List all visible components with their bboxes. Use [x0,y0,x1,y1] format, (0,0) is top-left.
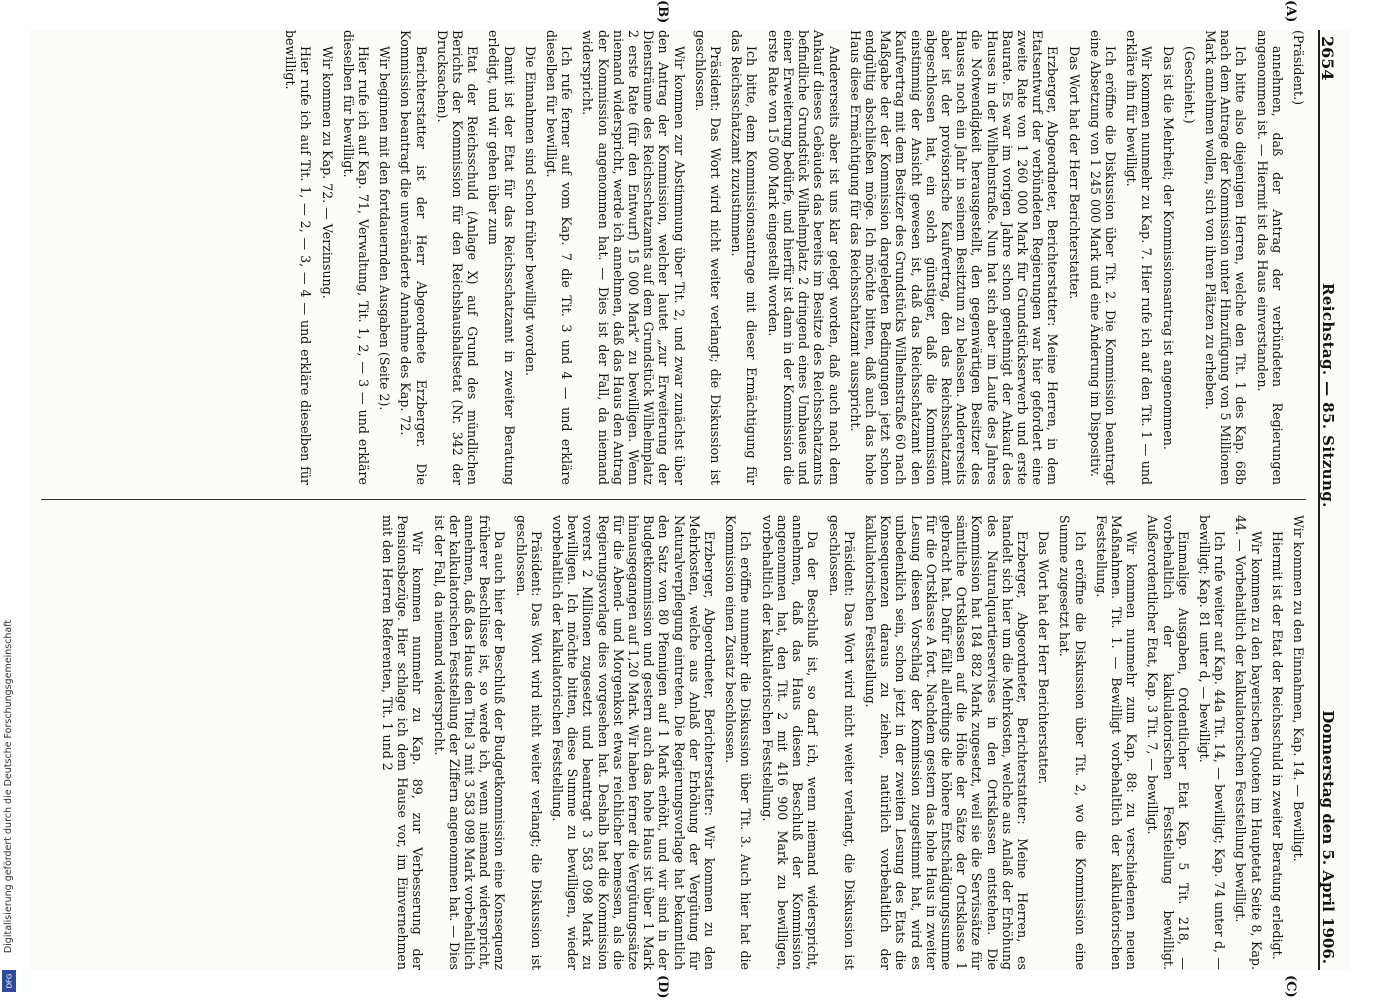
paragraph: Damit ist der Etat für das Reichsschatzamt in zweiter Beratung erledigt, und wir gehen über zum [486,30,517,485]
paragraph: Das ist die Mehrheit; der Kommissionsantrag ist angenommen. [1160,46,1176,450]
paragraph: Ich eröffne die Diskussion über Tit. 2. Die Kommission beantragt eine Absetzung von 1 245 000 Mark und eine Änderung im Dispositiv. [1087,30,1118,485]
paragraph: Etat der Reichsschuld (Anlage X) auf Grund des mündlichen Berichts der Kommission für den Reichshaushaltsetat (Nr. 342 der Drucksachen). [434,30,481,485]
paragraph: annehmen, daß der Antrag der verbündeten Regierungen angenommen ist. — Hiermit ist das Haus einverstanden. [1254,30,1285,485]
paragraph: Ich bitte also diejenigen Herren, welche den Tit. 1 des Kap. 68b nach dem Antrage der Kommission unter Hinzufügung von 5 Millionen Mark annehmen wollen, sich von ihren Plätzen zu erheben. [1202,30,1249,485]
paragraph: Wir kommen nunmehr zum Kap. 88: zu verschiedenen neuen Maßnahmen. Tit. 1. — Bewilligt vorbehaltlich der kalkulatorischen Feststellung. [1093,515,1140,970]
paragraph: Erzberger, Abgeordneter, Berichterstatter: Wir kommen zu den Mehrkosten, welche aus Anlaß der Erhöhung der Vergütung für Naturalverpflegung eintreten. Die Regierungsvorlage hat bekanntlich den Satz von 80 Pfennigen auf 1 Mark erhöht, und wir sind in der Budgetkommission und gestern auch das hohe Haus ist über 1 Mark hinausgegangen auf 1,20 Mark. Wir haben ferner die Vergütungssätze für die Abend- und Morgenkost etwas reichlicher bemessen, als die Regierungsvorlage dies vorgesehen hat. Deshalb hat die Kommission vorerst 2 Millionen zugesetzt und beantragt 3 583 098 Mark zu bewilligen. Ich möchte bitten, diese Summe zu bewilligen, wieder vorbehaltlich der kalkulatorischen Feststellung. [550,515,718,970]
paragraph: Wir kommen zu den bayerischen Quoten im Hauptetat Seite 8, Kap. 44. — Vorbehaltlich der kalkulatorischen Feststellung bewilligt. [1233,515,1264,970]
paragraph: Ich eröffne die Diskussion über Tit. 2, wo die Kommission eine Summe zugesetzt hat. [1057,515,1088,970]
paragraph: Ich bitte, dem Kommissionsantrage mit dieser Ermächtigung für das Reichsschatzamt zuzustimmen. [729,30,760,485]
margin-mark-b: (B) [655,0,670,24]
paragraph: (Geschieht.) [1181,46,1197,124]
right-column [36,515,1306,970]
paragraph: Wir kommen zu Kap. 72. — Verzinsung. [319,46,335,299]
paragraph: Ich eröffne nunmehr die Diskussion über Tit. 3. Auch hier hat die Kommission einen Zusatz beschlossen. [723,515,754,970]
header-date: Donnerstag den 5. April 1906. [1319,710,1338,964]
rotated-text-block [30,0,1350,999]
paragraph: Wir beginnen mit den fortdauernden Ausgaben (Seite 2). [377,46,393,411]
dfg-logo [2,970,16,992]
paragraph: Hier rufe ich auf Tit. 1, — 2, — 3, — 4 — und erkläre dieselben für bewilligt. [283,30,314,485]
left-column [36,30,1306,485]
paragraph: Erzberger, Abgeordneter, Berichterstatter: Meine Herren, es handelt sich hier um die Mehrkosten, welche aus Anlaß der Erhöhung des Naturalquartierservises in den Ortsklassen entstehen. Die Kommission hat 184 882 Mark zugesetzt, weil sie die Servissätze für sämtliche Ortsklassen auf die Höhe der Sätze der Ortsklasse 1 gebracht hat. Dafür fällt allerdings die höhere Entschädigungssumme für die Ortsklasse A fort. Nachdem gestern das hohe Haus in zweiter Lesung diesen Vorschlag der Kommission zugestimmt hat, wird es unbedenklich sein, schon jetzt in der zweiten Lesung des Etats die Konsequenzen daraus zu ziehen, natürlich vorbehaltlich der kalkulatorischen Feststellung. [862,515,1030,970]
paragraph: Präsident: Das Wort wird nicht weiter verlangt, die Diskussion ist geschlossen. [826,515,857,970]
paragraph: Da der Beschluß ist, so darf ich, wenn niemand widerspricht, annehmen, daß das Haus diesen Beschluß der Kommission angenommen hat, den Tit. 2 mit 416 900 Mark zu bewilligen, vorbehaltlich der kalkulatorischen Feststellung. [759,515,821,970]
paragraph: Ich rufe ferner auf vom Kap. 7 die Tit. 3 und 4 — und erkläre dieselben für bewilligt. [544,30,575,485]
margin-mark-d: (D) [655,975,670,999]
paragraph: Das Wort hat der Herr Berichterstatter. [1066,46,1082,300]
paragraph: Andererseits aber ist uns klar gelegt worden, daß auch nach dem Ankauf dieses Gebäudes das bereits im Besitze des Reichsschatzamts befindliche Grundstück Wilhelmplatz 2 dringend eines Umbaues und einer Erweiterung bedürfe, und hierfür ist dann in der Kommission die erste Rate von 15 000 Mark eingestellt worden. [765,30,842,485]
scanned-page [30,0,1350,999]
paragraph: Ich rufe weiter auf Kap. 44a Tit. 14, — bewilligt; Kap. 74 unter d, — bewilligt; Kap. 81 unter d, — bewilligt. [1196,515,1228,970]
paragraph: Einmalige Ausgaben, Ordentlicher Etat Kap. 5 Tit. 218, — vorbehaltlich der kalkulatorischen Feststellung bewilligt. Außerordentlicher Etat, Kap. 3 Tit. 7, — bewilligt. [1145,515,1191,970]
paragraph: Wir kommen zu den Einnahmen, Kap. 14. — Bewilligt. [1291,515,1306,862]
paragraph: Wir kommen nunmehr zu Kap. 7. Hier rufe ich auf den Tit. 1 — und erkläre ihn für bewilligt. [1124,30,1155,485]
paragraph: Da auch hier der Beschluß der Budgetkommission eine Konsequenz früherer Beschlüsse ist, so werde ich, wenn niemand widerspricht, annehmen, daß das Haus den Titel 3 mit 3 583 098 Mark vorbehaltlich der kalkulatorischen Feststellung der Ziffern angenommen hat. — Dies ist der Fall, da niemand widerspricht. [431,515,508,970]
margin-mark-c: (C) [1283,975,1298,998]
paragraph: Wir kommen zur Abstimmung über Tit. 2, und zwar zunächst über den Antrag der Kommission, welcher lautet „zur Erweiterung der Diensträume des Reichsschatzamts auf dem Grundstück Wilhelmplatz 2 erste Rate (für den Entwurf) 15 000 Mark“ zu bewilligen. Wenn niemand widerspricht, werde ich annehmen, daß das Haus den Antrag der Kommission angenommen hat. — Dies ist der Fall, da niemand widerspricht. [580,30,687,485]
paragraph: Hiermit ist der Etat der Reichsschuld in zweiter Beratung erledigt. [1269,531,1285,960]
paragraph: Präsident: Das Wort wird nicht weiter verlangt; die Diskussion ist geschlossen. [692,30,724,485]
digitization-note [2,604,16,968]
digitization-text: Digitalisierung gefördert durch die Deutsche Forschungsgemeinschaft [3,619,15,953]
header-title: Reichstag. — 85. Sitzung. [1319,282,1338,508]
paragraph: Präsident: Das Wort wird nicht weiter verlangt; die Diskussion ist geschlossen. [513,515,544,970]
paragraph: Erzberger, Abgeordneter, Berichterstatter: Meine Herren, in dem Etatsentwurf der verbündeten Regierungen war hier gefordert eine zweite Rate von 1 260 000 Mark für Grundstückserwerb und erste Baurate. Es war im vorigen Jahre schon genehmigt der Ankauf des Hauses in der Wilhelmstraße. Nun hat sich aber im Laufe des Jahres die Notwendigkeit herausgestellt, den gegenwärtigen Besitzer des Hauses noch ein Jahr in seinem Besitztum zu belassen. Andererseits aber ist der provisorische Kaufvertrag, den das Reichsschatzamt abgeschlossen hat, ein solch günstiger, daß die Kommission einstimmig der Ansicht gewesen ist, daß das Reichsschatzamt den Kaufvertrag mit dem Besitzer des Grundstücks Wilhelmstraße 60 nach Maßgabe der der Kommission dargelegten Bedingungen jetzt schon endgültig abschließen möge. Ich möchte bitten, daß auch das hohe Haus diese Ermächtigung für das Reichsschatzamt ausspricht. [847,30,1061,485]
page-number: 2654 [1318,36,1338,81]
paragraph: Hier rufe ich auf Kap. 71, Verwaltung, Tit. 1, 2, — 3 — und erkläre dieselben für bewilligt. [340,30,372,485]
paragraph: Die Einnahmen sind schon früher bewilligt worden. [522,46,538,377]
text-columns [36,30,1306,970]
paragraph: Berichterstatter ist der Herr Abgeordnete Erzberger. Die Kommission beantragt die unveränderte Annahme des Kap. 72. [398,30,429,485]
paragraph: Wir kommen nunmehr zu Kap. 89, zur Verbesserung der Pensionsbezüge. Hier schlage ich dem Hause vor, im Einvernehmen mit den Herren Referenten, Tit. 1 und 2 [380,515,426,970]
dfg-logo-text: DFG [5,973,13,989]
margin-mark-a: (A) [1283,0,1298,23]
paragraph: Das Wort hat der Herr Berichterstatter. [1036,531,1052,785]
page-header [1318,30,1342,970]
paragraph: (Präsident.) [1291,30,1306,106]
